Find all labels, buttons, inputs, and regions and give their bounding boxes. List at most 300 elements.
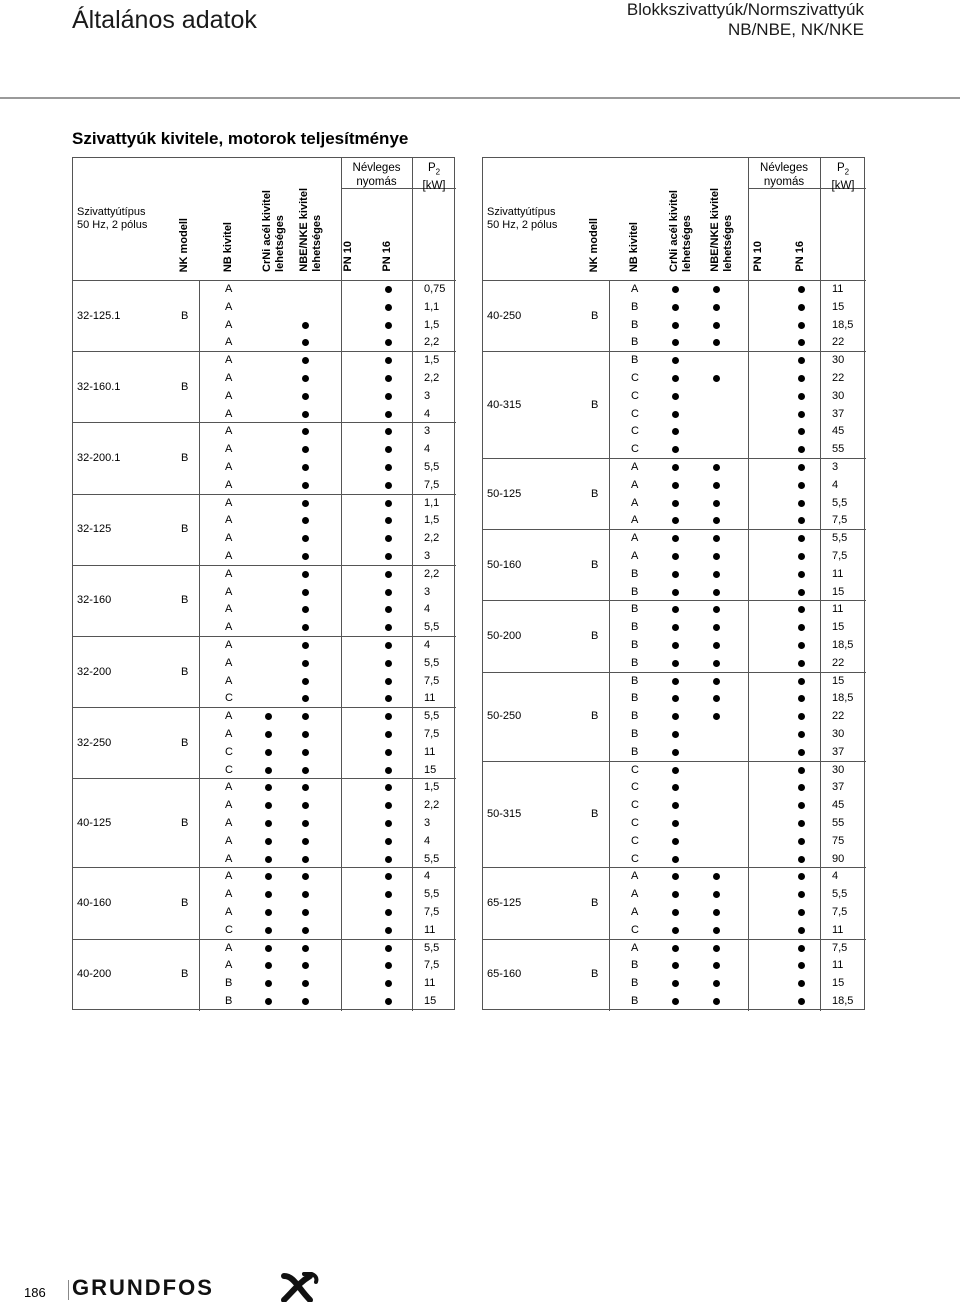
nb-version: A xyxy=(225,710,233,723)
pn16-dot-icon xyxy=(798,571,805,578)
nb-version: C xyxy=(225,745,233,758)
pn16-dot-icon xyxy=(798,678,805,685)
nbe-dot-icon xyxy=(302,464,309,471)
power-value: 45 xyxy=(832,425,845,438)
pn16-dot-icon xyxy=(798,838,805,845)
nk-model: B xyxy=(181,816,189,829)
nbe-dot-icon xyxy=(713,927,720,934)
pump-type-header: Szivattyútípus 50 Hz, 2 pólus xyxy=(77,206,148,231)
crni-dot-icon xyxy=(672,891,679,898)
nk-model: B xyxy=(591,630,599,642)
pump-type: 32-250 xyxy=(77,736,112,749)
column-divider xyxy=(609,280,610,1011)
crni-dot-icon xyxy=(672,304,679,311)
group-divider xyxy=(609,761,866,762)
nbe-dot-icon xyxy=(302,820,309,827)
crni-dot-icon xyxy=(672,642,679,649)
power-value: 37 xyxy=(832,407,845,420)
nbe-dot-icon xyxy=(713,624,720,631)
pn16-dot-icon xyxy=(385,678,392,685)
nbe-dot-icon xyxy=(713,375,720,382)
crni-dot-icon xyxy=(672,678,679,685)
nbe-dot-icon xyxy=(713,945,720,952)
power-value: 3 xyxy=(424,389,431,402)
nb-version: A xyxy=(225,372,233,384)
pn16-dot-icon xyxy=(798,411,805,418)
power-value: 4 xyxy=(424,870,431,883)
nbe-dot-icon xyxy=(713,322,720,329)
pn16-dot-icon xyxy=(798,891,805,898)
nbe-dot-icon xyxy=(302,375,309,382)
power-value: 15 xyxy=(832,585,845,598)
pump-type: 40-160 xyxy=(77,897,112,909)
power-value: 1,1 xyxy=(424,300,440,313)
header-right-line2: NB/NBE, NK/NKE xyxy=(727,20,864,39)
nominal-pressure-header xyxy=(341,161,412,189)
crni-dot-icon xyxy=(672,322,679,329)
nk-model: B xyxy=(181,523,189,536)
nb-version: C xyxy=(631,372,639,384)
nb-version: B xyxy=(631,621,639,634)
nb-version: A xyxy=(225,906,233,918)
crni-dot-icon xyxy=(672,553,679,560)
column-divider xyxy=(199,280,200,1011)
nk-model-header: NK modell xyxy=(178,217,190,272)
pn16-dot-icon xyxy=(798,660,805,667)
crni-dot-icon xyxy=(265,838,272,845)
page-number: 186 xyxy=(24,1285,46,1300)
nbe-dot-icon xyxy=(713,571,720,578)
nb-version: B xyxy=(631,710,639,723)
nb-version: A xyxy=(631,550,639,562)
power-value: 4 xyxy=(424,407,431,420)
power-value: 5,5 xyxy=(424,461,440,473)
crni-dot-icon xyxy=(672,962,679,969)
nbe-dot-icon xyxy=(302,571,309,578)
nb-version: A xyxy=(631,888,639,901)
pn16-dot-icon xyxy=(798,393,805,400)
header-rule xyxy=(0,97,960,99)
crni-dot-icon xyxy=(672,980,679,987)
pn10-header: PN 10 xyxy=(342,241,354,272)
crni-dot-icon xyxy=(672,606,679,613)
nb-version: A xyxy=(225,443,233,456)
nbe-dot-icon xyxy=(302,535,309,542)
crni-dot-icon xyxy=(672,749,679,756)
crni-dot-icon xyxy=(265,873,272,880)
nbe-dot-icon xyxy=(302,945,309,952)
group-divider xyxy=(483,672,609,673)
header-divider xyxy=(73,280,456,281)
nbe-dot-icon xyxy=(713,517,720,524)
page-title: Általános adatok xyxy=(72,6,257,34)
power-value: 7,5 xyxy=(424,906,440,918)
crni-dot-icon xyxy=(672,767,679,774)
nb-version: A xyxy=(225,852,233,865)
power-value: 2,2 xyxy=(424,372,440,384)
crni-dot-icon xyxy=(672,909,679,916)
nbe-dot-icon xyxy=(713,304,720,311)
pn16-dot-icon xyxy=(385,606,392,613)
crni-dot-icon xyxy=(672,589,679,596)
pn16-dot-icon xyxy=(798,464,805,471)
nb-version: A xyxy=(225,656,233,669)
pn16-dot-icon xyxy=(385,695,392,702)
nbe-dot-icon xyxy=(713,339,720,346)
pn16-dot-icon xyxy=(385,891,392,898)
pn16-dot-icon xyxy=(385,962,392,969)
nbe-dot-icon xyxy=(302,980,309,987)
crni-dot-icon xyxy=(672,357,679,364)
grundfos-logo xyxy=(72,1272,342,1307)
pump-type: 50-200 xyxy=(487,630,522,642)
group-divider xyxy=(73,636,199,637)
crni-dot-icon xyxy=(265,945,272,952)
crni-dot-icon xyxy=(672,624,679,631)
nk-model: B xyxy=(181,309,189,322)
pump-type: 32-125.1 xyxy=(77,309,121,322)
power-value: 5,5 xyxy=(424,888,440,901)
pn16-dot-icon xyxy=(798,286,805,293)
pump-type: 40-250 xyxy=(487,309,522,322)
nbe-dot-icon xyxy=(713,482,720,489)
nk-model: B xyxy=(591,897,599,909)
nbe-dot-icon xyxy=(302,606,309,613)
crni-dot-icon xyxy=(265,767,272,774)
nbe-dot-icon xyxy=(302,660,309,667)
power-value: 4 xyxy=(424,443,431,456)
nk-model: B xyxy=(591,487,599,500)
nbe-dot-icon xyxy=(713,464,720,471)
pump-type: 40-200 xyxy=(77,968,112,981)
power-value: 15 xyxy=(424,995,437,1007)
pn16-dot-icon xyxy=(385,339,392,346)
group-divider xyxy=(609,600,866,601)
crni-dot-icon xyxy=(672,464,679,471)
nb-version: A xyxy=(225,461,233,473)
power-value: 7,5 xyxy=(832,906,848,918)
group-divider xyxy=(483,458,609,459)
pn16-dot-icon xyxy=(385,322,392,329)
nbe-dot-icon xyxy=(302,873,309,880)
power-value: 2,2 xyxy=(424,336,440,349)
pn16-dot-icon xyxy=(798,784,805,791)
nb-version: A xyxy=(631,906,639,918)
nbe-dot-icon xyxy=(302,411,309,418)
nbe-dot-icon xyxy=(713,642,720,649)
group-divider xyxy=(199,351,456,352)
nbe-dot-icon xyxy=(302,322,309,329)
crni-dot-icon xyxy=(265,749,272,756)
crni-dot-icon xyxy=(672,286,679,293)
power-value: 55 xyxy=(832,817,845,829)
nb-version: C xyxy=(225,763,233,776)
nbe-dot-icon xyxy=(713,286,720,293)
nb-version: A xyxy=(225,781,233,794)
crni-dot-icon xyxy=(265,909,272,916)
power-value: 5,5 xyxy=(832,496,848,509)
group-divider xyxy=(483,761,609,762)
crni-dot-icon xyxy=(672,731,679,738)
pn16-dot-icon xyxy=(385,660,392,667)
pn16-dot-icon xyxy=(798,927,805,934)
pump-type: 32-160 xyxy=(77,594,112,607)
nb-version: A xyxy=(225,354,233,367)
pn16-dot-icon xyxy=(798,998,805,1005)
pn16-dot-icon xyxy=(385,998,392,1005)
pn16-dot-icon xyxy=(385,873,392,880)
power-value: 7,5 xyxy=(832,550,848,562)
power-value: 7,5 xyxy=(424,478,440,491)
nbe-dot-icon xyxy=(302,482,309,489)
pn16-dot-icon xyxy=(798,695,805,702)
group-divider xyxy=(483,600,609,601)
nbe-dot-icon xyxy=(302,553,309,560)
pn16-dot-icon xyxy=(385,802,392,809)
crni-dot-icon xyxy=(672,784,679,791)
group-divider xyxy=(483,529,609,530)
power-value: 5,5 xyxy=(832,888,848,901)
footer-rule xyxy=(68,1280,69,1300)
pump-type: 50-250 xyxy=(487,710,522,723)
nb-version: A xyxy=(225,603,233,616)
power-value: 18,5 xyxy=(832,639,854,651)
power-value: 7,5 xyxy=(424,674,440,687)
nb-version: A xyxy=(225,621,233,634)
pn16-dot-icon xyxy=(385,304,392,311)
crni-dot-icon xyxy=(672,339,679,346)
column-divider xyxy=(341,158,342,1011)
nb-version: A xyxy=(225,674,233,687)
pn16-dot-icon xyxy=(798,553,805,560)
nb-version: A xyxy=(225,941,233,954)
header-right xyxy=(627,0,864,40)
nbe-dot-icon xyxy=(302,927,309,934)
crni-header: CrNi acél kivitel lehetséges xyxy=(668,190,693,272)
pn16-header: PN 16 xyxy=(381,241,393,272)
nbe-dot-icon xyxy=(713,660,720,667)
pump-type: 32-200.1 xyxy=(77,452,121,464)
power-value: 15 xyxy=(832,300,845,313)
nb-version: A xyxy=(225,567,233,580)
pump-type: 50-315 xyxy=(487,808,522,820)
crni-dot-icon xyxy=(672,411,679,418)
group-divider xyxy=(199,867,456,868)
pn16-dot-icon xyxy=(798,606,805,613)
nb-version: A xyxy=(225,300,233,313)
crni-dot-icon xyxy=(672,393,679,400)
pn16-dot-icon xyxy=(385,357,392,364)
pn16-dot-icon xyxy=(798,482,805,489)
crni-dot-icon xyxy=(265,802,272,809)
power-value: 18,5 xyxy=(832,995,854,1007)
pn16-dot-icon xyxy=(385,464,392,471)
nbe-dot-icon xyxy=(302,357,309,364)
power-value: 11 xyxy=(424,923,436,936)
p2-header: $P_2$ [kW] xyxy=(831,162,855,193)
power-value: 4 xyxy=(424,603,431,616)
nb-version: B xyxy=(631,959,639,972)
crni-dot-icon xyxy=(265,784,272,791)
pn16-dot-icon xyxy=(798,820,805,827)
nbe-dot-icon xyxy=(302,891,309,898)
nbe-dot-icon xyxy=(302,962,309,969)
nb-version-header: NB kivitel xyxy=(628,221,640,272)
nk-model-header: NK modell xyxy=(588,217,600,272)
power-value: 7,5 xyxy=(424,728,440,740)
nbe-dot-icon xyxy=(713,678,720,685)
power-value: 2,2 xyxy=(424,532,440,545)
power-value: 7,5 xyxy=(832,941,848,954)
power-value: 15 xyxy=(424,763,437,776)
pn16-dot-icon xyxy=(798,713,805,720)
nbe-dot-icon xyxy=(302,589,309,596)
crni-dot-icon xyxy=(672,802,679,809)
crni-dot-icon xyxy=(672,927,679,934)
nb-version: C xyxy=(631,817,639,829)
nk-model: B xyxy=(591,808,599,820)
pn16-dot-icon xyxy=(385,393,392,400)
pump-type: 40-315 xyxy=(487,398,522,411)
pump-type: 32-200 xyxy=(77,665,112,678)
group-divider xyxy=(73,494,199,495)
left-pump-table xyxy=(72,157,455,1010)
power-value: 3 xyxy=(424,585,431,598)
group-divider xyxy=(199,636,456,637)
power-value: 15 xyxy=(832,977,845,990)
power-value: 18,5 xyxy=(832,692,854,705)
nk-model: B xyxy=(181,736,189,749)
power-value: 4 xyxy=(424,639,431,651)
nk-model: B xyxy=(591,398,599,411)
pn16-dot-icon xyxy=(798,428,805,435)
nb-version: B xyxy=(631,639,639,651)
nb-version: A xyxy=(631,532,639,545)
pn16-dot-icon xyxy=(385,589,392,596)
section-title: Szivattyúk kivitele, motorok teljesítménye xyxy=(72,129,409,148)
pn16-dot-icon xyxy=(385,375,392,382)
power-value: 22 xyxy=(832,656,845,669)
nb-version: C xyxy=(631,852,639,865)
nbe-dot-icon xyxy=(302,767,309,774)
pn16-dot-icon xyxy=(798,304,805,311)
nb-version: B xyxy=(631,674,639,687)
pn16-dot-icon xyxy=(798,375,805,382)
nb-version: A xyxy=(631,283,639,295)
power-value: 18,5 xyxy=(832,318,854,331)
nb-version: A xyxy=(225,870,233,883)
power-value: 11 xyxy=(832,923,844,936)
nbe-dot-icon xyxy=(302,678,309,685)
group-divider xyxy=(609,867,866,868)
nb-version: B xyxy=(631,567,639,580)
column-divider xyxy=(412,158,413,1011)
crni-dot-icon xyxy=(265,713,272,720)
nk-model: B xyxy=(181,452,189,464)
power-value: 11 xyxy=(424,977,436,990)
nb-version: A xyxy=(225,959,233,972)
nbe-dot-icon xyxy=(302,998,309,1005)
power-value: 5,5 xyxy=(424,852,440,865)
crni-dot-icon xyxy=(672,820,679,827)
nb-version: A xyxy=(225,283,233,295)
power-value: 4 xyxy=(424,834,431,847)
power-value: 5,5 xyxy=(424,621,440,634)
power-value: 37 xyxy=(832,745,845,758)
nb-version: A xyxy=(225,799,233,812)
power-value: 11 xyxy=(832,959,844,972)
nb-version: A xyxy=(225,532,233,545)
crni-dot-icon xyxy=(265,980,272,987)
nbe-dot-icon xyxy=(302,642,309,649)
power-value: 2,2 xyxy=(424,567,440,580)
nb-version: B xyxy=(225,977,233,990)
power-value: 5,5 xyxy=(832,532,848,545)
nb-version: C xyxy=(631,781,639,794)
nbe-dot-icon xyxy=(302,856,309,863)
power-value: 22 xyxy=(832,372,845,384)
nb-version: C xyxy=(631,799,639,812)
pump-type: 50-125 xyxy=(487,487,522,500)
crni-dot-icon xyxy=(672,998,679,1005)
nbe-header: NBE/NKE kivitel lehetséges xyxy=(298,188,323,272)
nbe-dot-icon xyxy=(302,713,309,720)
crni-dot-icon xyxy=(672,945,679,952)
power-value: 22 xyxy=(832,336,845,349)
power-value: 4 xyxy=(832,870,839,883)
nb-version: C xyxy=(225,923,233,936)
nb-version: C xyxy=(631,834,639,847)
pn16-dot-icon xyxy=(798,945,805,952)
pn16-dot-icon xyxy=(385,642,392,649)
nk-model: B xyxy=(591,968,599,981)
pn16-dot-icon xyxy=(798,873,805,880)
crni-dot-icon xyxy=(265,927,272,934)
group-divider xyxy=(73,351,199,352)
crni-dot-icon xyxy=(672,571,679,578)
nb-version: A xyxy=(225,550,233,562)
power-value: 2,2 xyxy=(424,799,440,812)
power-value: 15 xyxy=(832,674,845,687)
power-value: 3 xyxy=(832,461,839,473)
pump-type: 65-160 xyxy=(487,968,522,981)
group-divider xyxy=(483,939,609,940)
pump-type: 32-125 xyxy=(77,523,112,536)
nb-version: A xyxy=(225,407,233,420)
pn16-dot-icon xyxy=(385,820,392,827)
group-divider xyxy=(199,939,456,940)
nk-model: B xyxy=(591,558,599,571)
nb-version: B xyxy=(631,300,639,313)
nb-version: A xyxy=(225,514,233,527)
group-divider xyxy=(199,565,456,566)
nbe-dot-icon xyxy=(713,962,720,969)
nbe-dot-icon xyxy=(302,339,309,346)
nb-version: C xyxy=(631,425,639,438)
nk-model: B xyxy=(181,665,189,678)
crni-dot-icon xyxy=(672,517,679,524)
pn16-dot-icon xyxy=(798,624,805,631)
nbe-dot-icon xyxy=(302,517,309,524)
nb-version: A xyxy=(225,817,233,829)
crni-dot-icon xyxy=(672,500,679,507)
nb-version: A xyxy=(225,318,233,331)
nb-version: B xyxy=(631,995,639,1007)
nb-version: C xyxy=(631,923,639,936)
grundfos-x-icon xyxy=(284,1273,316,1300)
group-divider xyxy=(73,867,199,868)
nbe-dot-icon xyxy=(302,802,309,809)
